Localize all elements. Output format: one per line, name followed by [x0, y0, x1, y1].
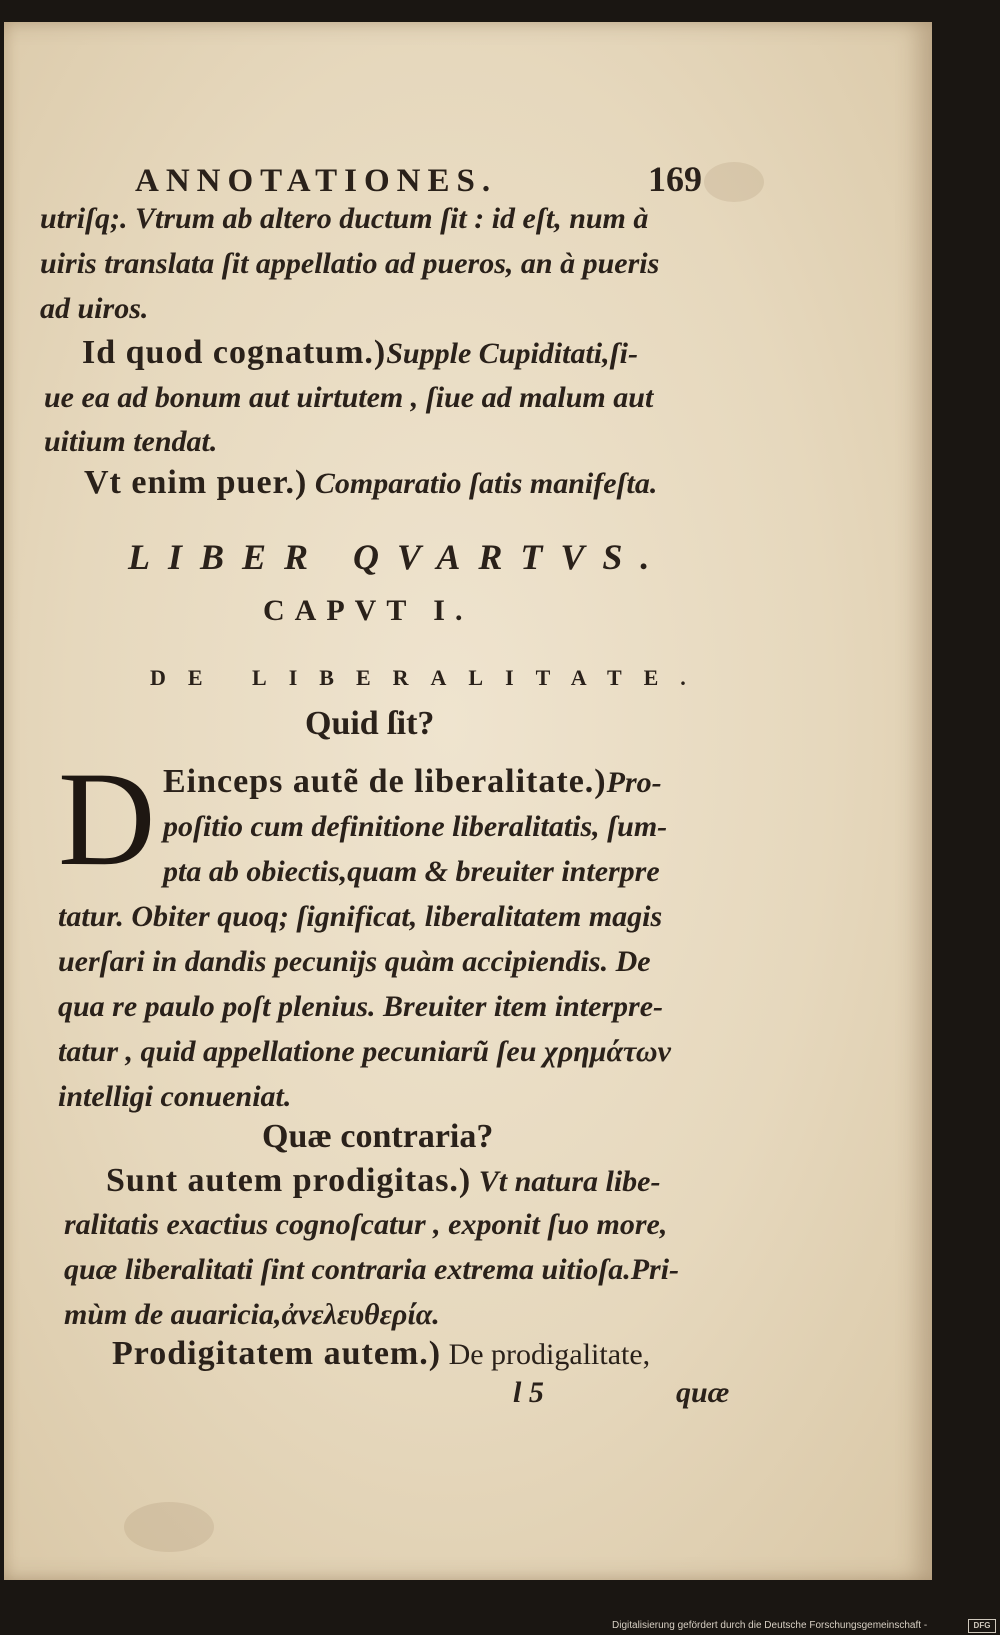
lemma-label: Prodigitatem autem.) [112, 1335, 442, 1372]
catchword: quæ [676, 1376, 730, 1409]
book-title: LIBER QVARTVS. [128, 537, 668, 577]
page-number: 169 [648, 159, 702, 199]
lemma-line [163, 763, 662, 801]
text-line: pta ab obiectis,quam & breuiter interpre [163, 855, 660, 888]
question-heading: Quid ſit? [305, 705, 435, 742]
running-header: ANNOTATIONES. [135, 163, 498, 199]
lemma-label: Einceps autẽ de liberalitate.) [163, 763, 607, 800]
lemma-line [84, 464, 657, 502]
text-line: poſitio cum definitione liberalitatis, ſum- [163, 810, 668, 843]
text-line: uiris translata ſit appellatio ad pueros, an à pueris [40, 247, 660, 280]
text-line: ralitatis exactius cognoſcatur , exponit ſuo more, [64, 1208, 668, 1241]
text-line: intelligi conueniat. [58, 1080, 292, 1113]
text-line: utriſq;. Vtrum ab altero ductum ſit : id eſt, num à [40, 202, 649, 235]
text-line: tatur. Obiter quoq; ſignificat, liberalitatem magis [58, 900, 663, 933]
dfg-logo: DFG [968, 1619, 996, 1633]
stain [124, 1502, 214, 1552]
question-heading: Quæ contraria? [262, 1118, 494, 1155]
text-line: ue ea ad bonum aut uirtutem , ſiue ad malum aut [44, 381, 654, 414]
lemma-line [112, 1335, 650, 1373]
stain [704, 162, 764, 202]
text-line: ad uiros. [40, 292, 149, 325]
lemma-label: Sunt autem prodigitas.) [106, 1162, 472, 1199]
lemma-text: Supple Cupiditati,ſi- [386, 337, 638, 370]
text-line: quæ liberalitati ſint contraria extrema uitioſa.Pri- [64, 1253, 680, 1286]
lemma-line [82, 334, 638, 372]
chapter-topic: DE LIBERALITATE. [150, 665, 708, 690]
text-line: qua re paulo poſt plenius. Breuiter item interpre- [58, 990, 664, 1023]
lemma-text: Vt natura libe- [478, 1165, 661, 1198]
text-line: uitium tendat. [44, 425, 218, 458]
lemma-label: Vt enim puer.) [84, 464, 308, 501]
signature-mark: l 5 [513, 1376, 544, 1409]
drop-cap: D [58, 745, 156, 894]
lemma-text: Pro- [606, 766, 662, 799]
lemma-text: De prodigalitate, [448, 1338, 651, 1371]
text-line: tatur , quid appellatione pecuniarũ ſeu χρημάτων [58, 1035, 671, 1068]
text-line: uerſari in dandis pecunijs quàm accipiendis. De [58, 945, 651, 978]
footer-credit: Digitalisierung gefördert durch die Deutsche Forschungsgemeinschaft - [612, 1620, 928, 1631]
text-line: mùm de auaricia,ἀνελευθερία. [64, 1298, 440, 1331]
lemma-line [106, 1162, 660, 1200]
lemma-text: Comparatio ſatis manifeſta. [314, 467, 658, 500]
lemma-label: Id quod cognatum.) [82, 334, 387, 371]
chapter-heading: CAPVT I. [263, 594, 473, 627]
